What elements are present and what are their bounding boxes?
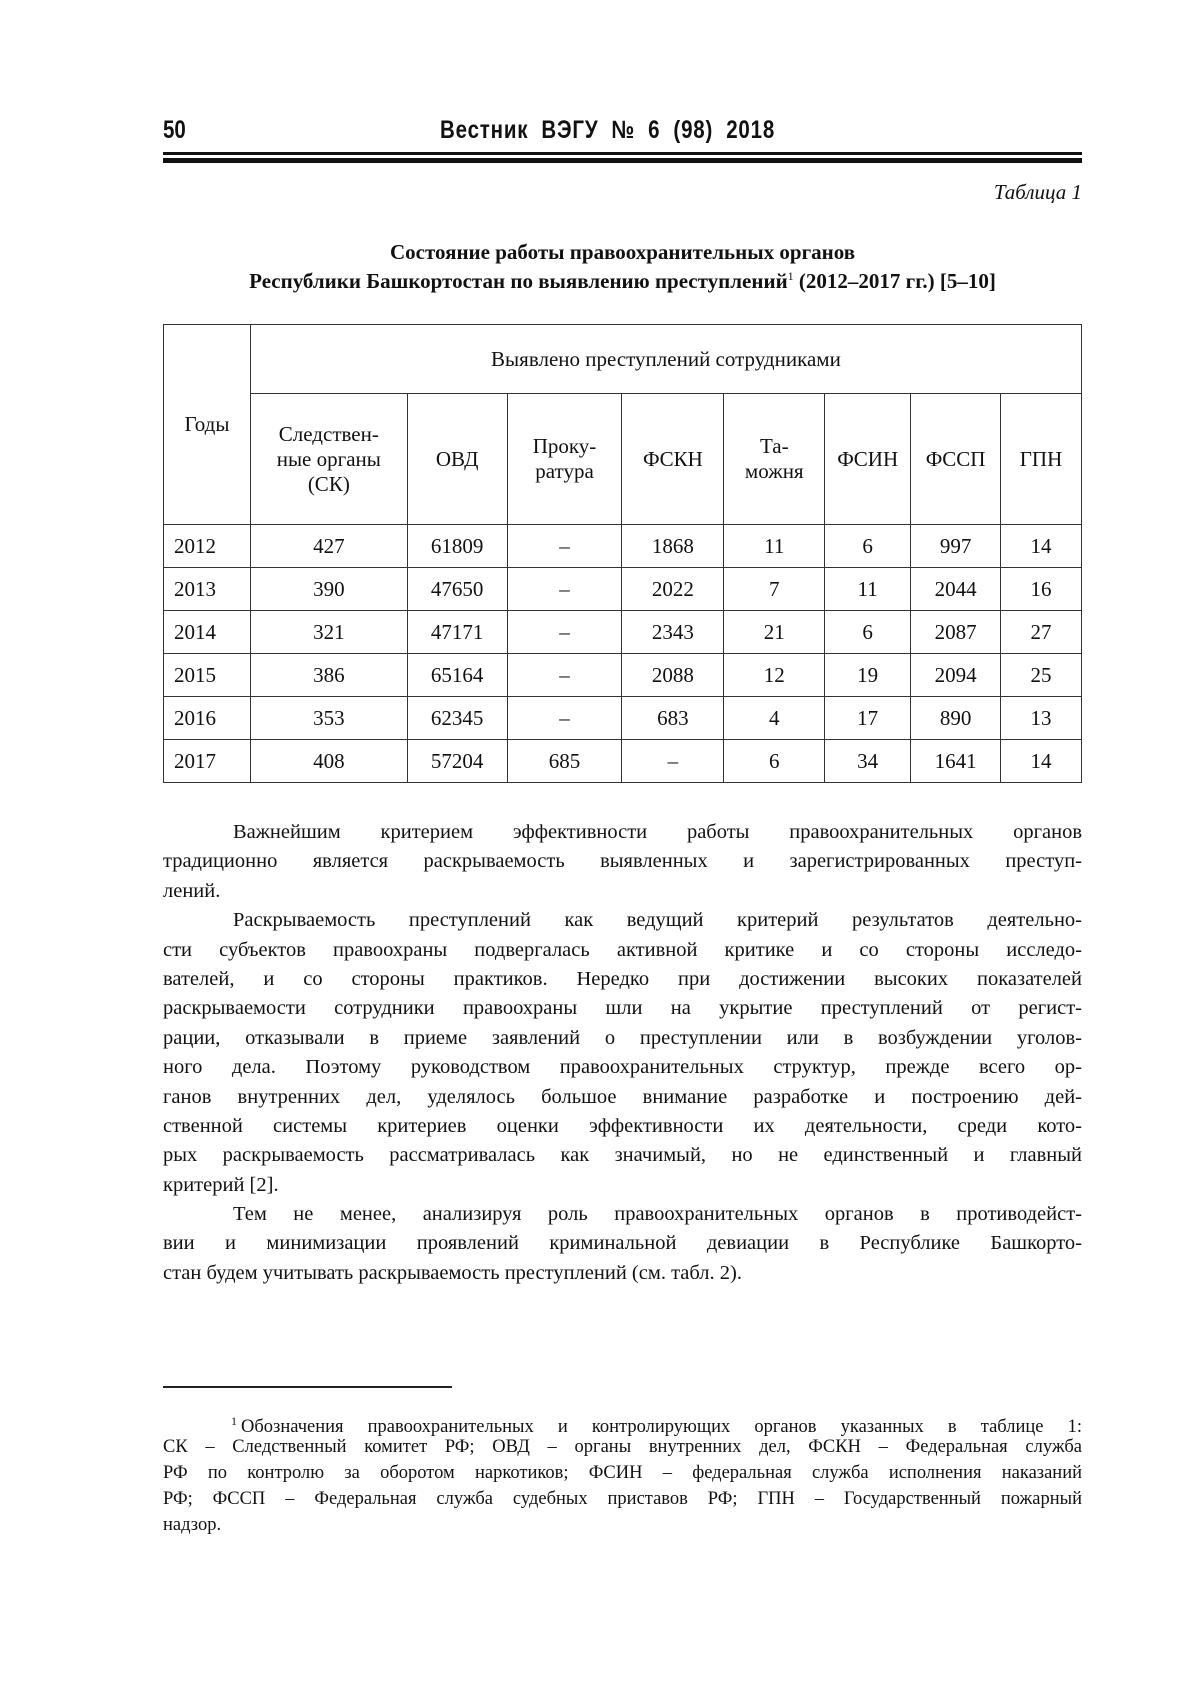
body-text	[163, 818, 1082, 1288]
table-row	[164, 568, 1082, 611]
body-line: Важнейшим критерием эффективности работы правоохранительных органов	[233, 821, 1082, 843]
value-cell: 2343	[622, 611, 724, 654]
body-line: ного дела. Поэтому руководством правоохранительных структур, прежде всего ор-	[163, 1056, 1082, 1079]
body-line: рации, отказывали в приеме заявлений о преступлении или в возбуждении уголов-	[163, 1026, 1082, 1049]
column-header: ФССП	[911, 394, 1001, 525]
body-line: ственной системы критериев оценки эффективности их деятельности, среди кото-	[163, 1114, 1082, 1137]
page-number: 50	[163, 116, 186, 144]
value-cell: 390	[250, 568, 407, 611]
footnote-line: надзор.	[163, 1515, 222, 1535]
footnote	[163, 1408, 1082, 1538]
column-header: ОВД	[407, 394, 507, 525]
value-cell: 386	[250, 654, 407, 697]
value-cell: 2044	[911, 568, 1001, 611]
value-cell: 408	[250, 740, 407, 783]
year-cell: 2016	[164, 697, 251, 740]
value-cell: 427	[250, 525, 407, 568]
value-cell: –	[507, 525, 622, 568]
column-header: ФСКН	[622, 394, 724, 525]
value-cell: 321	[250, 611, 407, 654]
value-cell: 65164	[407, 654, 507, 697]
value-cell: 62345	[407, 697, 507, 740]
value-cell: 47171	[407, 611, 507, 654]
table-title-line2	[163, 269, 1082, 294]
value-cell: –	[507, 568, 622, 611]
footnote-mark: 1	[231, 1414, 237, 1428]
value-cell: 57204	[407, 740, 507, 783]
column-header: Проку- ратура	[507, 394, 622, 525]
header-rule-thin	[163, 152, 1082, 155]
value-cell: 2094	[911, 654, 1001, 697]
value-cell: 4	[724, 697, 825, 740]
title-tail: (2012–2017 гг.) [5–10]	[793, 269, 996, 293]
value-cell: 997	[911, 525, 1001, 568]
value-cell: 890	[911, 697, 1001, 740]
value-cell: 683	[622, 697, 724, 740]
value-cell: 2022	[622, 568, 724, 611]
value-cell: 12	[724, 654, 825, 697]
table-row	[164, 611, 1082, 654]
value-cell: 6	[825, 525, 911, 568]
value-cell: –	[507, 654, 622, 697]
year-cell: 2014	[164, 611, 251, 654]
footnote-line: РФ; ФССП – Федеральная служба судебных приставов РФ; ГПН – Государственный пожарный	[163, 1489, 1082, 1509]
footnote-line: СК – Следственный комитет РФ; ОВД – органы внутренних дел, ФСКН – Федеральная служба	[163, 1437, 1082, 1457]
value-cell: 13	[1001, 697, 1082, 740]
body-line: лений.	[163, 879, 221, 902]
body-line: стан будем учитывать раскрываемость преступлений (см. табл. 2).	[163, 1261, 742, 1284]
year-cell: 2012	[164, 525, 251, 568]
table-row	[164, 654, 1082, 697]
body-line: ганов внутренних дел, уделялось большое внимание разработке и построению дей-	[163, 1085, 1082, 1108]
header-group: Выявлено преступлений сотрудниками	[250, 325, 1081, 394]
column-header: Та- можня	[724, 394, 825, 525]
header-rule-thick	[163, 158, 1082, 163]
header-years: Годы	[164, 325, 251, 525]
value-cell: 6	[724, 740, 825, 783]
value-cell: 61809	[407, 525, 507, 568]
column-header: Следствен- ные органы (СК)	[250, 394, 407, 525]
title-text: Республики Башкортостан по выявлению преступлений	[249, 269, 788, 293]
value-cell: 353	[250, 697, 407, 740]
body-line: Тем не менее, анализируя роль правоохранительных органов в противодейст-	[233, 1203, 1082, 1226]
value-cell: 27	[1001, 611, 1082, 654]
year-cell: 2017	[164, 740, 251, 783]
value-cell: 34	[825, 740, 911, 783]
body-line: критерий [2].	[163, 1173, 279, 1196]
footnote-line	[163, 1408, 1082, 1438]
table-title-line1: Состояние работы правоохранительных органов	[389, 240, 856, 264]
year-cell: 2015	[164, 654, 251, 697]
body-line: рых раскрываемость рассматривалась как значимый, но не единственный и главный	[163, 1144, 1082, 1167]
journal-title: Вестник ВЭГУ № 6 (98) 2018	[440, 116, 776, 144]
value-cell: 17	[825, 697, 911, 740]
value-cell: 1641	[911, 740, 1001, 783]
value-cell: 14	[1001, 740, 1082, 783]
footnote-ref: 1	[787, 269, 794, 283]
table-row	[164, 740, 1082, 783]
value-cell: 16	[1001, 568, 1082, 611]
table-row	[164, 697, 1082, 740]
value-cell: 11	[825, 568, 911, 611]
body-line: Раскрываемость преступлений как ведущий критерий результатов деятельно-	[233, 909, 1082, 932]
body-line: вателей, и со стороны практиков. Нередко при достижении высоких показателей	[163, 967, 1082, 990]
value-cell: 11	[724, 525, 825, 568]
column-header: ГПН	[1001, 394, 1082, 525]
value-cell: 25	[1001, 654, 1082, 697]
body-line: вии и минимизации проявлений криминальной девиации в Республике Башкорто-	[163, 1232, 1082, 1255]
value-cell: –	[622, 740, 724, 783]
body-line: сти субъектов правоохраны подвергалась активной критике и со стороны исследо-	[163, 938, 1082, 961]
footnote-line-text: Обозначения правоохранительных и контролирующих органов указанных в таблице 1:	[241, 1417, 1082, 1438]
value-cell: 685	[507, 740, 622, 783]
value-cell: 21	[724, 611, 825, 654]
value-cell: 14	[1001, 525, 1082, 568]
value-cell: –	[507, 697, 622, 740]
crime-detection-table	[163, 324, 1082, 783]
value-cell: 19	[825, 654, 911, 697]
year-cell: 2013	[164, 568, 251, 611]
value-cell: –	[507, 611, 622, 654]
value-cell: 7	[724, 568, 825, 611]
footnote-separator	[163, 1386, 452, 1388]
value-cell: 47650	[407, 568, 507, 611]
table-label: Таблица 1	[993, 180, 1082, 204]
value-cell: 2087	[911, 611, 1001, 654]
value-cell: 6	[825, 611, 911, 654]
value-cell: 1868	[622, 525, 724, 568]
column-header: ФСИН	[825, 394, 911, 525]
value-cell: 2088	[622, 654, 724, 697]
body-line: раскрываемости сотрудники правоохраны шли на укрытие преступлений от регист-	[163, 997, 1082, 1020]
footnote-line: РФ по контролю за оборотом наркотиков; ФСИН – федеральная служба исполнения наказаний	[163, 1463, 1082, 1483]
body-line: традиционно является раскрываемость выявленных и зарегистрированных преступ-	[163, 850, 1082, 873]
table-row	[164, 525, 1082, 568]
